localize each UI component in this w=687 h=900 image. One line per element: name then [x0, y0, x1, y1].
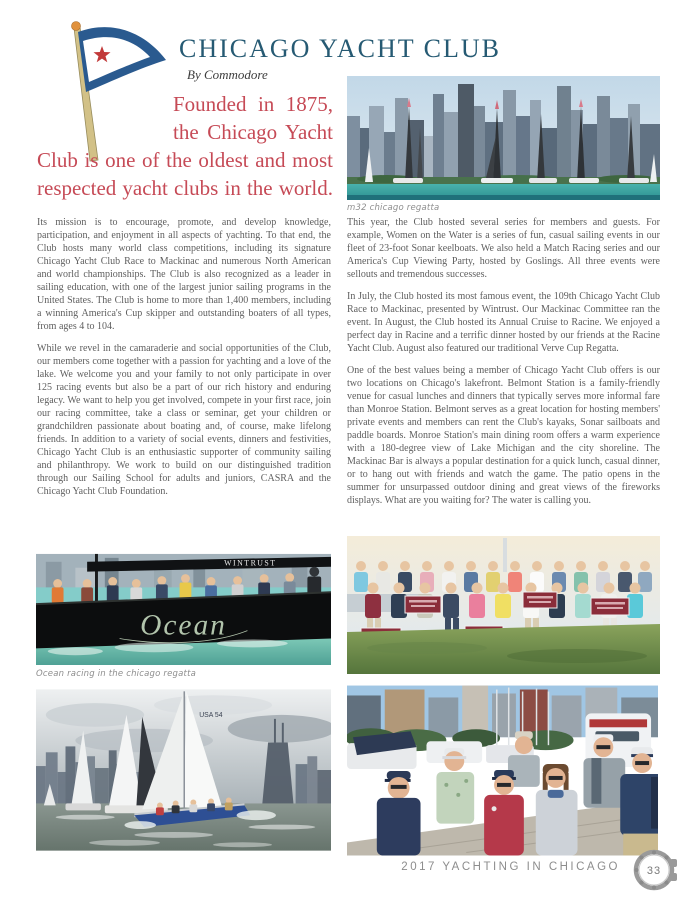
photo-caption: m32 chicago regatta	[347, 203, 440, 213]
ocean-racing-image	[36, 553, 331, 666]
boom-sponsor-text: WINTRUST	[224, 558, 277, 568]
photo-caption: Ocean racing in the chicago regatta	[36, 669, 197, 679]
photo-award-group	[347, 536, 660, 674]
body-paragraph: In July, the Club hosted its most famous event, the 109th Chicago Yacht Club Race to Mackinac, presented by Wintrust. Our Mackinac Committee ran the event. In August, the Club hosted its Annual Cruise to Racine. We enjoyed a perfect day in Racine and a terrific dinner hosted by our friends at the Racine Yacht Club. August also featured our traditional Verve Cup Regatta.	[347, 291, 660, 354]
photo-dock-group	[347, 685, 658, 856]
sailboat-race-image	[36, 688, 331, 852]
photo-ocean-racing	[36, 553, 331, 679]
photo-m32-regatta	[347, 76, 660, 213]
byline: By Commodore	[187, 67, 268, 82]
right-column	[347, 216, 660, 516]
lead-paragraph	[37, 90, 333, 202]
photo-sailboat-race	[36, 688, 331, 852]
hull-name-text: Ocean	[140, 609, 227, 642]
page-title: CHICAGO YACHT CLUB	[178, 34, 502, 63]
body-paragraph: One of the best values being a member of Chicago Yacht Club offers is our two locations on Chicago's lakefront. Belmont Station is a family-friendly venue for casual lunches and dinners that typically serves more informal fare than Monroe Station. Belmont serves as a great location for hosting members' private events and members can rent the Club's kayaks, Sonar sailboats and paddle boards. Monroe Station's main dining room offers a warm experience with a 180-degree view of Lake Michigan and the city shoreline. The Mackinac Bar is always a popular destination for a quick lunch, casual dinner, or to hang out with friends and watch the game. The patio opens in the summer for unsurpassed outdoor dining and great views of the fireworks displays. What are you waiting for? The water is calling you.	[347, 365, 660, 506]
page-number: 33	[646, 865, 662, 877]
award-group-image	[347, 536, 660, 674]
lead-line: Founded in 1875,	[173, 92, 333, 116]
m32-regatta-image	[347, 76, 660, 200]
left-column	[37, 216, 331, 507]
lead-line: respected yacht clubs in the world.	[37, 176, 333, 200]
body-paragraph: This year, the Club hosted several series for members and guests. For example, Women on the Water is a series of fun, casual sailing events in our fleet of 23-foot Sonar keelboats. We also held a Match Racing series and our America's Cup Viewing Party, hosted by Goslings. All three events were sellouts and tremendous successes.	[347, 217, 660, 280]
body-paragraph: Its mission is to encourage, promote, and develop knowledge, participation, and enjoyment in all aspects of yachting. To that end, the Club hosts many world class competitions, including its signature Chicago Yacht Club Race to Mackinac and numerous North American and world championships. The Club is also recognized as a leader in sailing education, with one of the largest junior sailing programs in the United States. The Club is home to more than 1,400 members, including a winning America's Cup skipper and outstanding boaters of all types, from ages 4 to 104.	[37, 217, 331, 332]
lead-line: the Chicago Yacht	[173, 120, 333, 144]
porthole-page-badge	[631, 846, 679, 894]
sail-number-text: USA 54	[199, 711, 223, 719]
footer-publication-label: 2017 YACHTING IN CHICAGO	[401, 861, 620, 873]
dock-group-image	[347, 685, 658, 856]
body-paragraph: While we revel in the camaraderie and social opportunities of the Club, our members come together with a passion for yachting and a love of the lake. We welcome you and your family to not only participate in over 125 racing events but also be a part of our rich history and enduring legacy. We want to help you get involved, compete in your first race, join our racing committee, take a class or seminar, get your children or grandchildren passionate about boating and, of course, make lifelong friends. In addition to a variety of social events, dinners and festivities, Chicago Yacht Club is an enthusiastic supporter of community sailing and philanthropy. We work to build on our distinguished tradition through our Sailing School for adults and juniors, CASRA and the Chicago Yacht Club Foundation.	[37, 343, 331, 497]
lead-line: Club is one of the oldest and most	[37, 148, 333, 172]
